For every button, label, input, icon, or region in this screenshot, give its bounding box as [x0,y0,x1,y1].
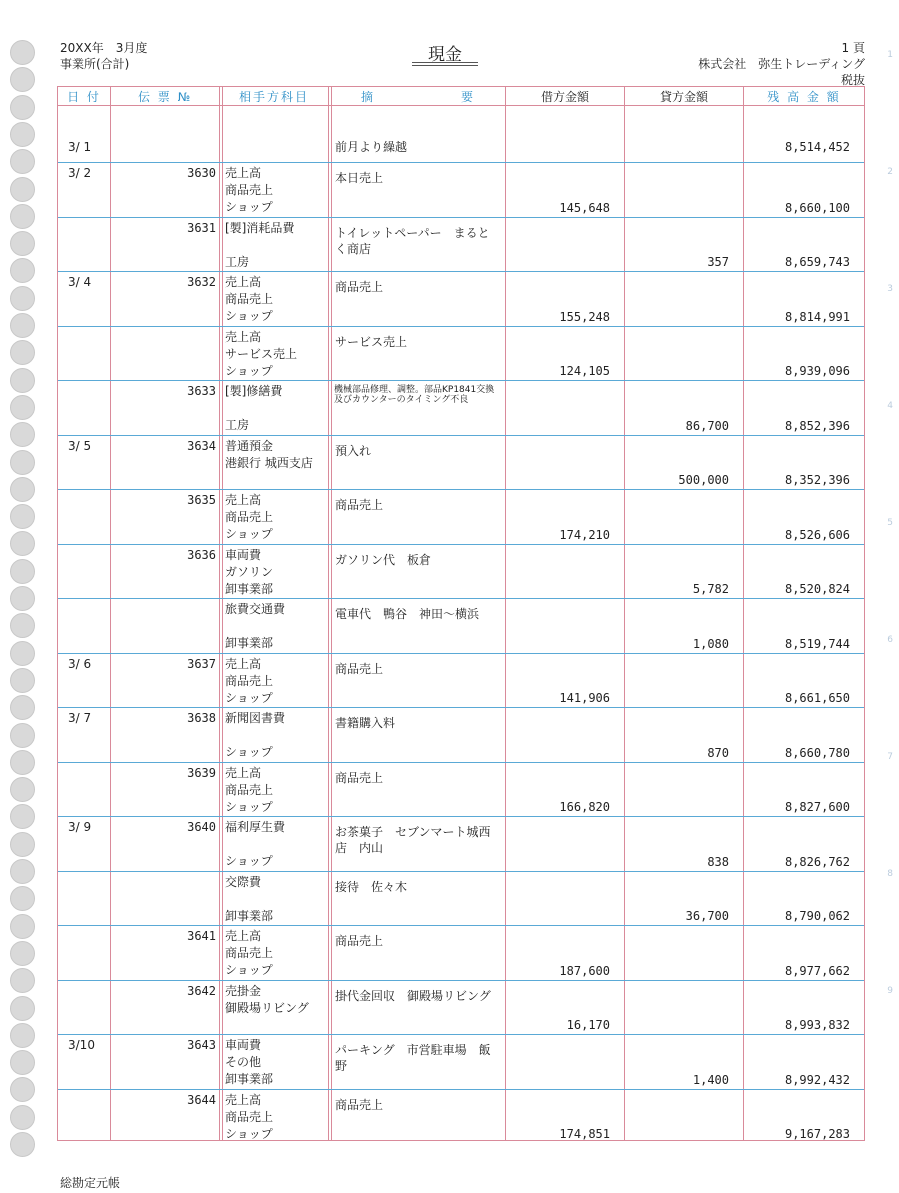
counter-account: 工房 [225,418,250,432]
counter-account: ガソリン [225,564,274,579]
debit-amount: 174,851 [559,1127,610,1141]
margin-mark: 4 [887,401,893,411]
voucher-number: 3631 [187,220,216,235]
ledger-row [58,436,864,491]
punch-hole [10,1132,35,1157]
ledger-row [58,1090,864,1145]
balance-amount: 8,827,600 [784,800,850,814]
balance-amount: 8,814,991 [784,309,850,324]
balance-amount: 8,526,606 [784,527,850,542]
punch-hole [10,750,35,775]
margin-mark: 1 [887,50,893,60]
balance-amount: 8,939,096 [784,364,850,378]
company-name: 株式会社 弥生トレーディング [698,57,865,71]
counter-account: 福利厚生費 [225,820,286,834]
col-voucher: 伝 票 № [137,90,193,104]
counter-account: 新聞図書費 [225,711,286,725]
summary-text: お茶菓子 セブンマート城西店 内山 [335,825,491,855]
punch-hole [10,996,35,1021]
voucher-number: 3638 [187,711,216,725]
entry-date: 3/ 7 [68,711,92,725]
summary-text: 本日売上 [335,171,384,185]
balance-amount: 8,790,062 [784,909,850,923]
punch-hole [10,914,35,939]
ledger-row [58,926,864,981]
counter-account: ショップ [225,527,273,541]
punch-hole [10,258,35,283]
punch-hole [10,859,35,884]
counter-account: ショップ [225,1126,273,1141]
credit-amount: 1,080 [692,636,729,651]
counter-account: 車両費 [225,547,262,562]
counter-account: サービス売上 [225,346,298,361]
debit-amount: 124,105 [559,364,610,378]
counter-account: 売上高 [225,275,262,289]
voucher-number: 3642 [187,983,216,998]
ledger-row [58,218,864,273]
margin-mark: 2 [887,167,893,177]
margin-mark: 8 [887,869,893,879]
balance-amount: 8,660,100 [784,200,850,215]
ledger-title [400,40,490,65]
ledger-row [58,272,864,327]
margin-mark: 9 [887,986,893,996]
counter-account: 商品売上 [225,292,274,306]
entry-date: 3/ 5 [68,438,92,453]
balance-amount: 8,992,432 [784,1072,850,1087]
punch-hole [10,368,35,393]
counter-account: 売上高 [225,493,262,507]
ledger-row [58,490,864,545]
counter-account: 商品売上 [225,510,274,524]
punch-hole [10,122,35,147]
voucher-number: 3644 [187,1092,216,1107]
debit-amount: 166,820 [559,800,610,814]
counter-account: 商品売上 [225,673,274,688]
punch-hole [10,804,35,829]
debit-amount: 174,210 [559,527,610,542]
punch-hole [10,613,35,638]
margin-mark: 3 [887,284,893,294]
punch-hole [10,340,35,365]
credit-amount: 870 [707,745,729,760]
counter-account: ショップ [225,963,273,977]
counter-account: 売上高 [225,166,262,180]
balance-amount: 8,826,762 [784,854,850,869]
margin-mark: 5 [887,518,893,528]
counter-account: 工房 [225,254,250,269]
counter-account: 車両費 [225,1038,262,1052]
counter-account: 港銀行 城西支店 [225,455,313,470]
counter-account: 卸事業部 [225,908,274,923]
ledger-row [58,817,864,872]
punch-hole [10,450,35,475]
balance-amount: 8,661,650 [784,691,850,705]
voucher-number: 3632 [187,275,216,289]
entry-date: 3/ 6 [68,656,92,671]
counter-account: 商品売上 [225,1109,274,1124]
voucher-number: 3641 [187,929,216,943]
counter-account: ショップ [225,690,273,705]
punch-hole [10,641,35,666]
col-summary-a: 摘 [360,90,375,104]
debit-amount: 155,248 [559,309,610,324]
ledger-row [58,105,864,163]
entry-date: 3/10 [68,1038,95,1052]
punch-hole [10,1077,35,1102]
counter-account: 卸事業部 [225,1072,274,1086]
counter-account: 商品売上 [225,183,274,197]
balance-amount: 8,977,662 [784,963,850,978]
summary-text: ガソリン代 板倉 [335,552,432,567]
summary-text: サービス売上 [335,334,408,349]
balance-amount: 8,660,780 [784,745,850,760]
punch-hole [10,40,35,65]
summary-text: 商品売上 [335,934,384,948]
summary-text: 接待 佐々木 [335,879,408,894]
voucher-number: 3630 [187,166,216,180]
counter-account: 売上高 [225,1092,262,1107]
punch-hole [10,695,35,720]
counter-account: 卸事業部 [225,581,274,596]
voucher-number: 3634 [187,438,216,453]
punch-hole [10,1105,35,1130]
summary-text: 預入れ [335,443,372,458]
punch-hole [10,67,35,92]
credit-amount: 5,782 [692,582,729,596]
summary-text: 前月より繰越 [335,140,408,154]
counter-account: [製]修繕費 [225,384,283,398]
voucher-number: 3640 [187,820,216,834]
voucher-number: 3633 [187,384,216,398]
punch-hole [10,1023,35,1048]
debit-amount: 145,648 [559,200,610,215]
summary-text: トイレットペーパー まるとく商店 [335,225,490,256]
office-label: 事業所(合計) [60,57,130,71]
punch-hole [10,777,35,802]
summary-text: 書籍購入料 [335,716,396,730]
debit-amount: 141,906 [559,691,610,705]
counter-account: 売上高 [225,329,262,344]
counter-account: 商品売上 [225,782,274,797]
col-account: 相手方科目 [238,90,309,104]
page-number: 1 頁 [841,41,865,55]
debit-amount: 16,170 [566,1018,610,1032]
punch-hole [10,968,35,993]
credit-amount: 500,000 [678,473,729,487]
punch-hole [10,231,35,256]
account-title: 現金 [428,45,462,65]
punch-hole [10,941,35,966]
punch-hole [10,286,35,311]
ledger-row [58,654,864,709]
credit-amount: 36,700 [685,909,729,923]
counter-account: 交際費 [225,874,262,889]
summary-text: 商品売上 [335,498,384,512]
ledger-row [58,163,864,218]
counter-account: 売上高 [225,929,262,943]
period-label: 20XX年 3月度 [60,41,148,55]
punch-hole [10,477,35,502]
credit-amount: 1,400 [692,1072,729,1087]
ledger-row [58,545,864,600]
counter-account: [製]消耗品費 [225,220,295,235]
punch-hole [10,177,35,202]
credit-amount: 86,700 [685,418,729,433]
summary-text: パーキング 市営駐車場 飯野 [335,1043,491,1073]
punch-hole [10,586,35,611]
col-summary-b: 要 [460,90,475,104]
report-header-right [698,40,865,88]
summary-text: 機械部品修理、調整。部品KP1841交換及びカウンターのタイミング不良 [334,385,495,405]
voucher-number: 3635 [187,493,216,507]
summary-text: 商品売上 [335,280,384,294]
summary-text: 掛代金回収 御殿場リビング [335,988,491,1003]
counter-account: 卸事業部 [225,636,274,650]
ledger-row [58,1035,864,1090]
summary-text: 商品売上 [335,1097,384,1112]
footer-label: 総勘定元帳 [60,1176,121,1190]
punch-hole [10,886,35,911]
punch-hole [10,149,35,174]
counter-account: 売上高 [225,656,262,671]
counter-account: 商品売上 [225,946,274,960]
punch-hole [10,313,35,338]
voucher-number: 3643 [187,1038,216,1052]
punch-hole [10,668,35,693]
ledger-row [58,708,864,763]
balance-amount: 8,659,743 [784,255,850,269]
ledger-row [58,381,864,436]
counter-account: ショップ [225,799,273,814]
counter-account: ショップ [225,363,273,378]
balance-amount: 8,852,396 [784,418,850,433]
entry-date: 3/ 2 [68,166,92,180]
counter-account: その他 [225,1055,262,1069]
ledger-table [57,86,865,1141]
balance-amount: 8,993,832 [784,1018,850,1032]
punch-hole [10,422,35,447]
punch-hole [10,1050,35,1075]
punch-hole [10,723,35,748]
ledger-row [58,327,864,382]
entry-date: 3/ 9 [68,820,92,834]
ledger-row [58,872,864,927]
voucher-number: 3636 [187,547,216,562]
col-date: 日 付 [67,90,101,104]
balance-amount: 8,519,744 [784,636,850,651]
voucher-number: 3637 [187,656,216,671]
col-credit: 貸方金額 [659,90,708,104]
counter-account: ショップ [225,200,273,214]
ledger-row [58,763,864,818]
ledger-row [58,599,864,654]
summary-text: 商品売上 [335,770,384,785]
punch-hole [10,531,35,556]
margin-mark: 7 [887,752,893,762]
counter-account: ショップ [225,309,273,323]
ledger-row [58,981,864,1036]
punch-hole [10,832,35,857]
punch-hole [10,204,35,229]
debit-amount: 187,600 [559,963,610,978]
counter-account: ショップ [225,854,273,868]
punch-hole [10,395,35,420]
voucher-number: 3639 [187,765,216,780]
balance-amount: 8,514,452 [784,140,850,154]
summary-text: 電車代 鴨谷 神田～横浜 [335,607,480,621]
entry-date: 3/ 4 [68,275,92,289]
balance-amount: 8,352,396 [784,473,850,487]
balance-amount: 9,167,283 [784,1127,850,1141]
summary-text: 商品売上 [335,661,384,676]
counter-account: 普通預金 [225,438,274,453]
counter-account: 売掛金 [225,983,262,998]
col-debit: 借方金額 [540,90,589,104]
report-header-left [60,40,147,72]
counter-account: ショップ [225,745,273,759]
punch-hole [10,504,35,529]
punch-hole [10,95,35,120]
col-balance: 残 高 金 額 [767,90,841,104]
punch-hole [10,559,35,584]
counter-account: 旅費交通費 [225,602,286,616]
entry-date: 3/ 1 [68,140,92,154]
tax-mode: 税抜 [840,73,865,87]
margin-mark: 6 [887,635,893,645]
counter-account: 売上高 [225,765,262,780]
counter-account: 御殿場リビング [225,1000,309,1015]
balance-amount: 8,520,824 [784,582,850,596]
credit-amount: 357 [707,255,729,269]
credit-amount: 838 [707,854,729,869]
